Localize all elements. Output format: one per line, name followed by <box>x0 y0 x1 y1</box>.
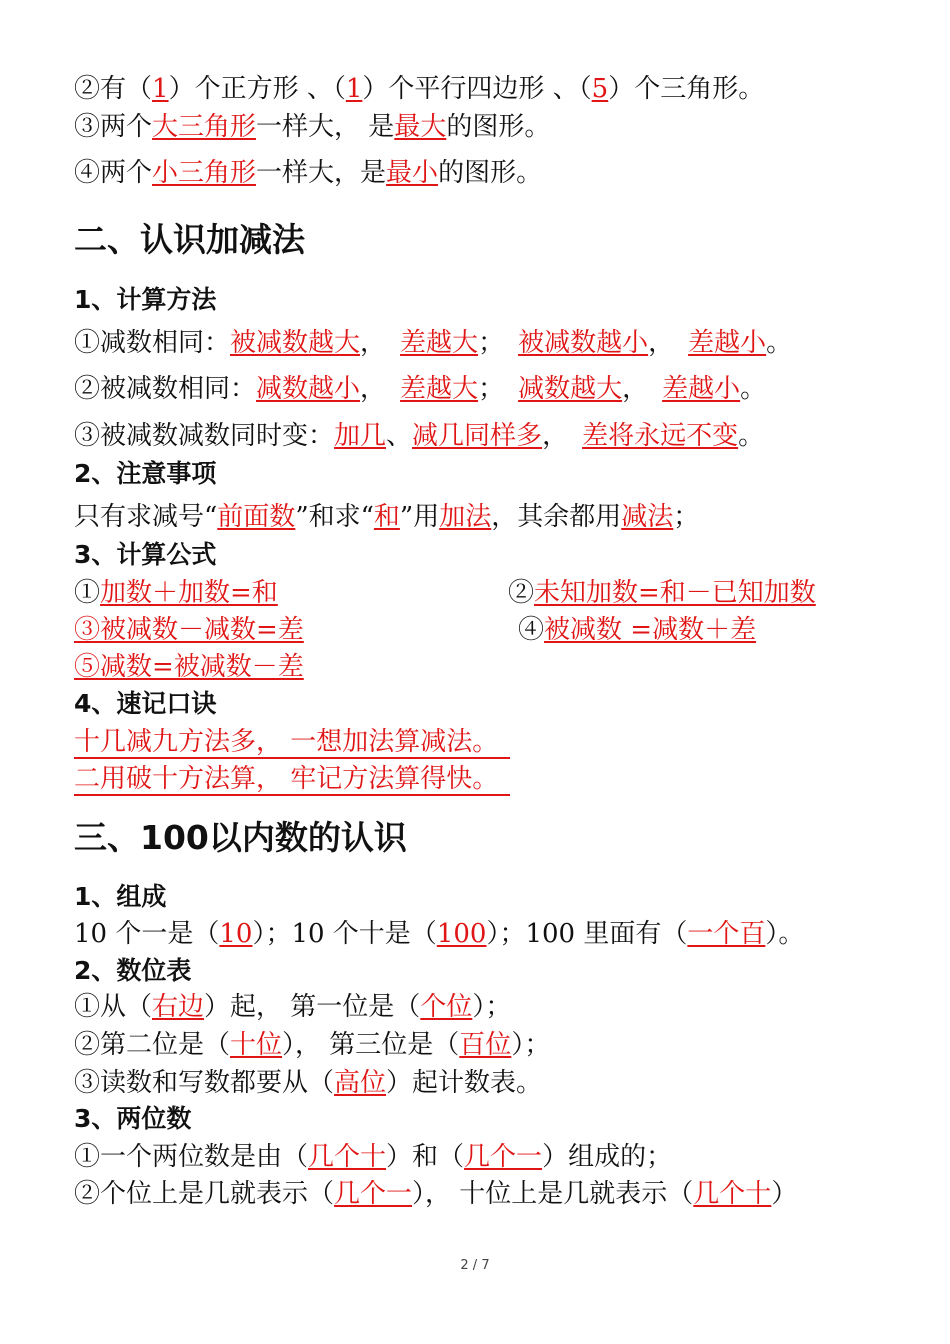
formula-3: ③被减数－减数=差 <box>74 615 304 645</box>
two-digit-line-1: ①一个两位数是由（几个十）和（几个一）组成的； <box>74 1142 673 1172</box>
formula-1: ①加数＋加数=和 <box>74 578 278 608</box>
answer-square-count: 1 <box>152 74 169 104</box>
formula-5: ⑤减数=被减数－差 <box>74 652 304 682</box>
formula-4: ④被减数 =减数＋差 <box>518 615 757 645</box>
big-triangle-line: ③两个大三角形一样大， 是最大的图形。 <box>74 112 551 142</box>
shape-count-line: ②有（1）个正方形 、（1）个平行四边形 、（5）个三角形。 <box>74 74 765 104</box>
section-title-numbers-within-100: 三、100以内数的认识 <box>74 818 407 857</box>
note-line: 只有求减号“前面数”和求“和”用加法，其余都用减法； <box>74 502 700 532</box>
rule-same-minuend: ②被减数相同：减数越小， 差越大； 减数越大， 差越小。 <box>74 374 767 404</box>
two-digit-line-2: ②个位上是几就表示（几个一）， 十位上是几就表示（几个十） <box>74 1179 798 1209</box>
place-value-line-2: ②第二位是（十位）， 第三位是（百位）； <box>74 1030 551 1060</box>
formula-2: ②未知加数=和－已知加数 <box>508 578 816 608</box>
subheading-formulas: 3、计算公式 <box>74 540 217 569</box>
mnemonic-line-1: 十几减九方法多， 一想加法算减法。 <box>74 725 510 759</box>
rule-both-change: ③被减数减数同时变：加几、减几同样多， 差将永远不变。 <box>74 421 765 451</box>
section-title-addition-subtraction: 二、认识加减法 <box>74 220 305 259</box>
answer-largest: 最大 <box>394 112 447 142</box>
answer-parallelogram-count: 1 <box>345 74 363 104</box>
small-triangle-line: ④两个小三角形一样大，是最小的图形。 <box>74 158 543 188</box>
rule-same-subtrahend: ①减数相同：被减数越大， 差越大； 被减数越小， 差越小。 <box>74 328 793 358</box>
subheading-two-digit: 3、两位数 <box>74 1104 192 1133</box>
place-value-line-1: ①从（右边）起， 第一位是（个位）； <box>74 992 512 1022</box>
mnemonic-line-2: 二用破十方法算， 牢记方法算得快。 <box>74 762 510 796</box>
subheading-notes: 2、注意事项 <box>74 459 217 488</box>
subheading-calc-method: 1、计算方法 <box>74 285 217 314</box>
composition-line: 10 个一是（10）；10 个十是（100）；100 里面有（一个百）。 <box>74 919 805 949</box>
subheading-mnemonic: 4、速记口诀 <box>74 689 217 718</box>
answer-smallest: 最小 <box>386 158 439 188</box>
answer-triangle-count: 5 <box>591 74 609 104</box>
answer-big-triangle: 大三角形 <box>152 112 257 142</box>
answer-small-triangle: 小三角形 <box>152 158 257 188</box>
place-value-line-3: ③读数和写数都要从（高位）起计数表。 <box>74 1068 543 1098</box>
page-number: 2 / 7 <box>460 1258 490 1273</box>
subheading-composition: 1、组成 <box>74 882 167 911</box>
subheading-place-value: 2、数位表 <box>74 956 192 985</box>
